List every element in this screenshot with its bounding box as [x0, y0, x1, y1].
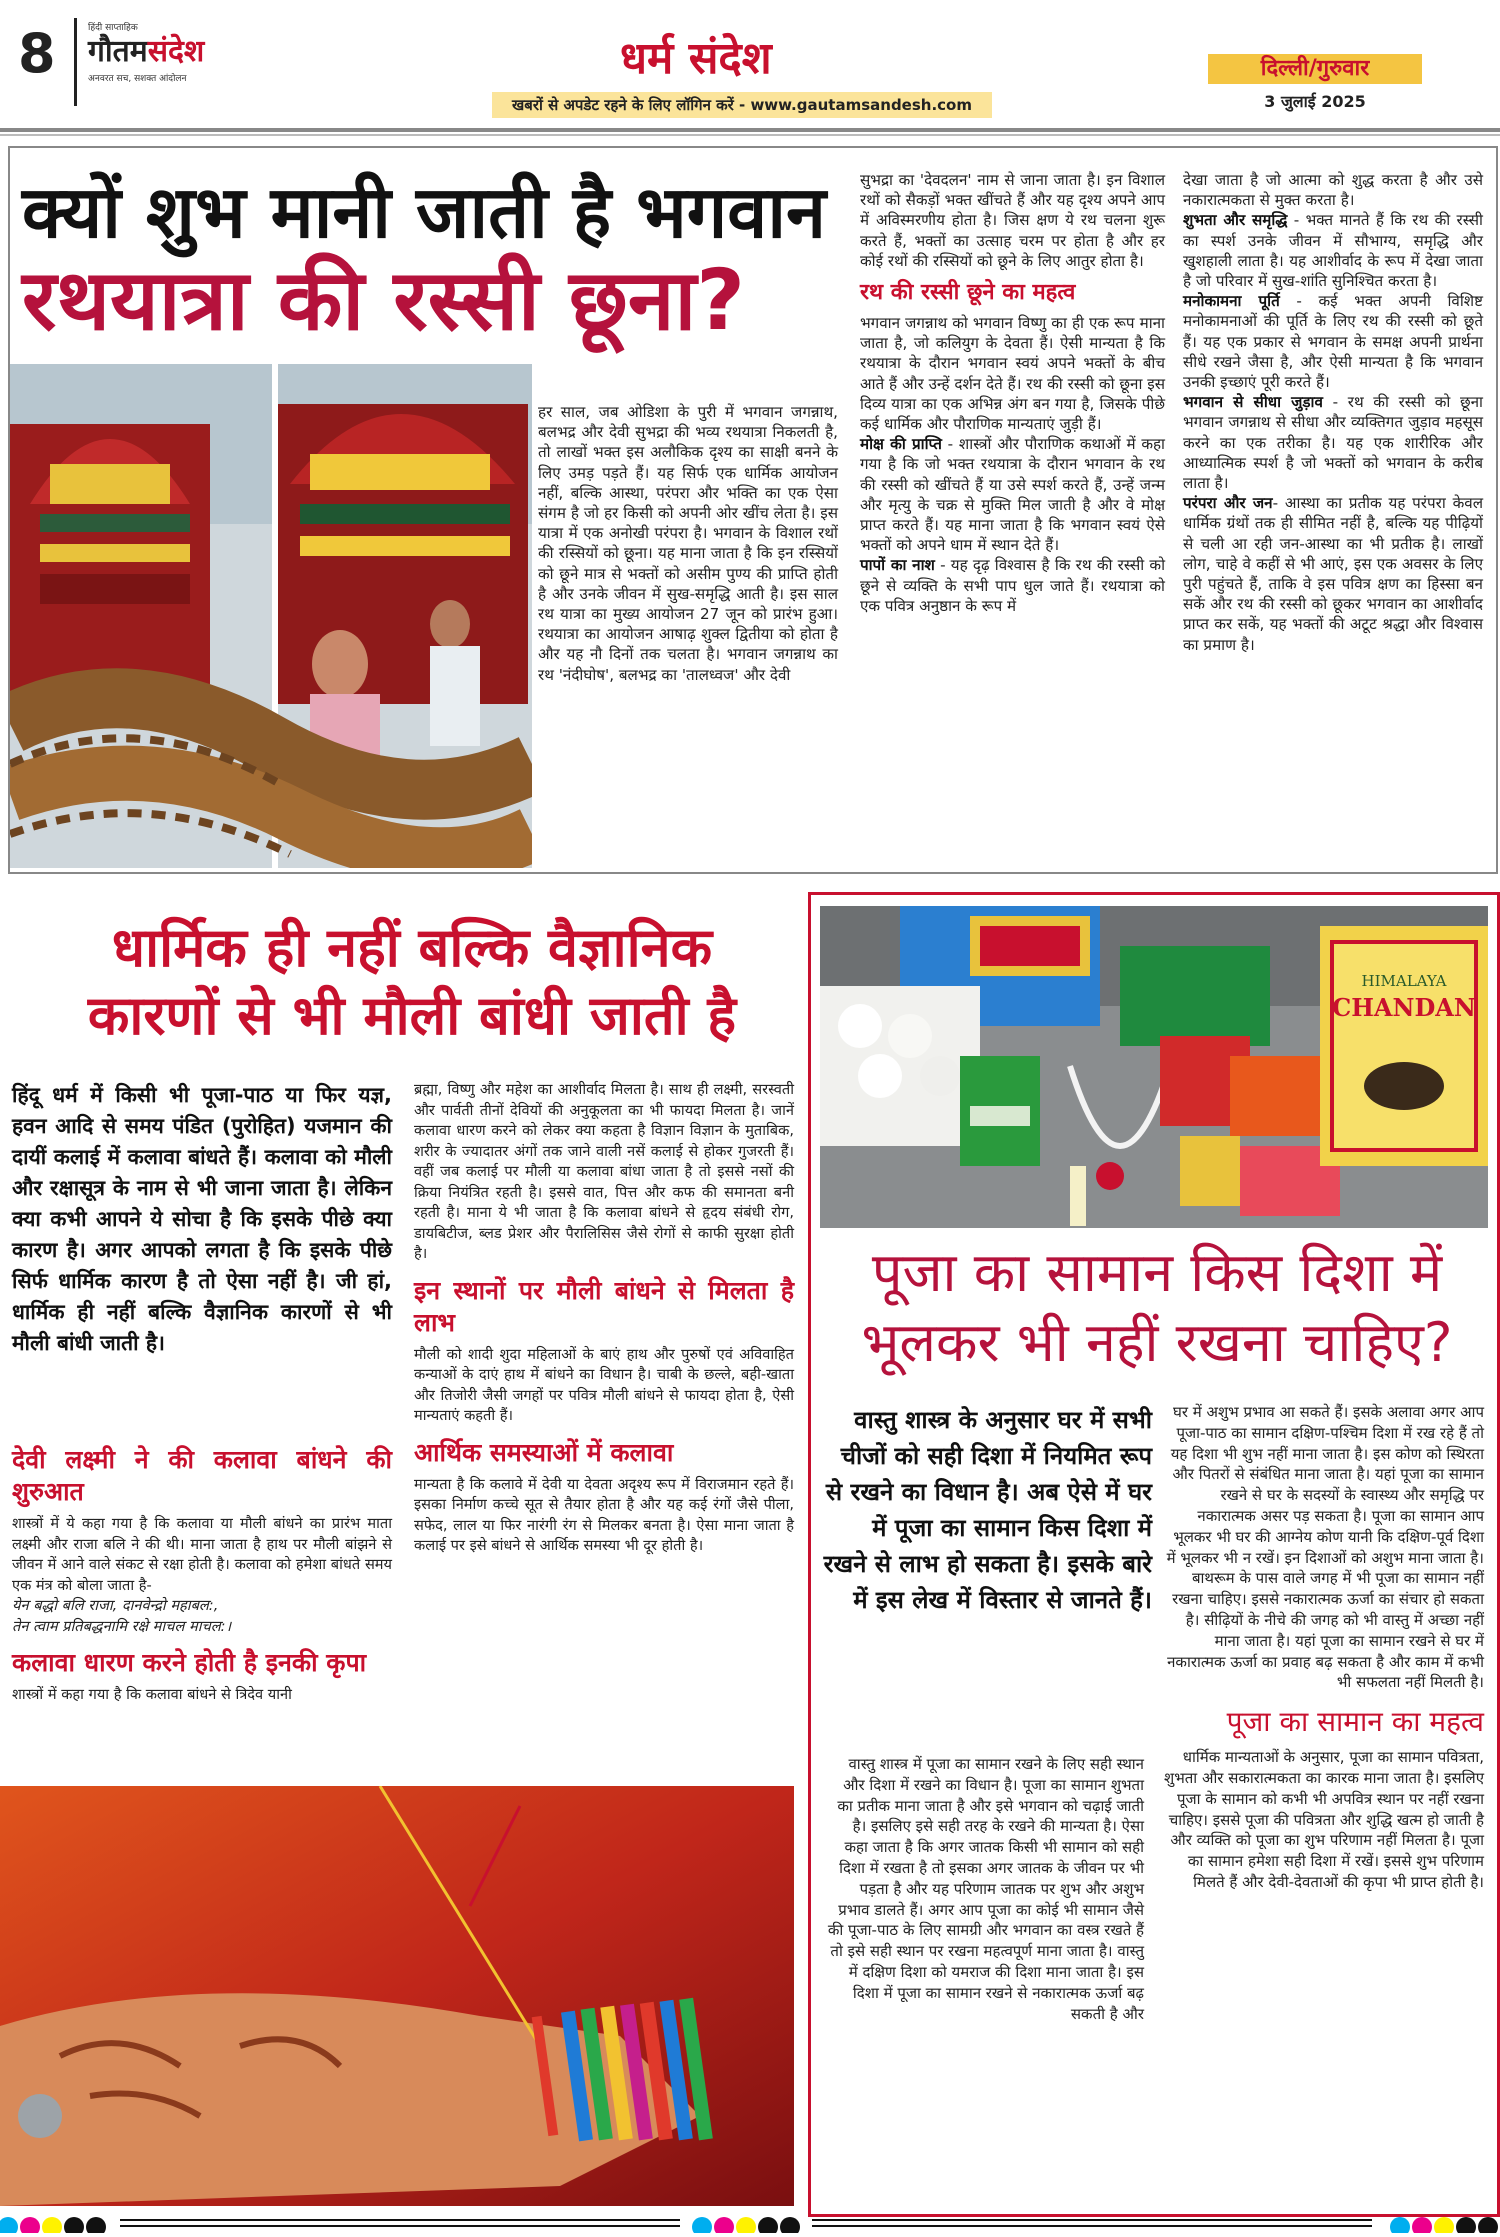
article1-col2-para2: भगवान जगन्नाथ को भगवान विष्णु का ही एक रूप माना जाता है, जो कलियुग के देवता हैं। ऐसी मान्यता है कि रथयात्रा के दौरान भगवान स्वयं अपने भक्तों के बीच आते हैं और उन्हें दर्शन देते हैं। रथ की रस्सी को छूना इस दिव्य यात्रा का एक अभिन्न अंग बन गया है, जिसके पीछे कई धार्मिक और पौराणिक मान्यताएं जुड़ी हैं। — [860, 314, 1165, 434]
article2-para2: शास्त्रों में कहा गया है कि कलावा बांधने से त्रिदेव यानी — [12, 1686, 292, 1703]
mantra-line1: येन बद्धो बलि राजा, दानवेन्द्रो महाबल:, — [12, 1597, 219, 1614]
article1-col1-text: हर साल, जब ओडिशा के पुरी में भगवान जगन्नाथ, बलभद्र और देवी सुभद्रा की भव्य रथयात्रा निकलती है, तो लाखों भक्त इस अलौकिक दृश्य का साक्षी बनने के लिए उमड़ पड़ते हैं। यह सिर्फ एक धार्मिक आयोजन नहीं, बल्कि आस्था, परंपरा और भक्ति का एक ऐसा संगम है जो हर किसी को अपनी ओर खींच लेता है। इस यात्रा में एक अनोखी परंपरा है। भगवान के विशाल रथों की रस्सियों को छूना। यह माना जाता है कि इन रस्सियों को छूने मात्र से भक्तों को असीम पुण्य की प्राप्ति होती है और उनके जीवन में सुख-समृद्धि आती है। इस साल रथ यात्रा का मुख्य आयोजन 27 जून को प्रारंभ हुआ। रथयात्रा का आयोजन आषाढ़ शुक्ल द्वितीया को होता है और यह नौ दिनों तक चलता है। भगवान जगन्नाथ का रथ 'नंदीघोष', बलभद्र का 'तालध्वज' और देवी — [538, 403, 838, 684]
article1-col2-para3 — [860, 434, 1165, 555]
article3-col2-para1: घर में अशुभ प्रभाव आ सकते हैं। इसके अलावा अगर आप पूजा-पाठ का सामान दक्षिण-पश्चिम दिशा में रख रहे हैं तो यह दिशा भी शुभ नहीं माना जाता है। इस कोण को स्थिरता और पितरों से संबंधित माना जाता है। यहां पूजा का सामान रखने से घर के सदस्यों के स्वास्थ्य और समृद्धि पर नकारात्मक असर पड़ सकता है। पूजा का सामान आप भूलकर भी घर की आग्नेय कोण यानी कि दक्षिण-पूर्व दिशा में भूलकर भी न रखें। इन दिशाओं को अशुभ माना जाता है। बाथरूम के पास वाले जगह में भी पूजा का सामान नहीं रखना चाहिए। इससे नकारात्मक ऊर्जा का संचार हो सकता है। सीढ़ियों के नीचे की जगह को भी वास्तु में अच्छा नहीं माना जाता है। यहां पूजा का सामान रखने से घर में नकारात्मक ऊर्जा का प्रवाह बढ़ सकता है और काम में कभी भी सफलता नहीं मिलती है। — [1166, 1403, 1484, 1692]
article3-headline-line2: भूलकर भी नहीं रखना चाहिए? — [861, 1311, 1453, 1374]
chandan-label: CHANDAN — [1332, 993, 1476, 1022]
login-strip[interactable]: खबरों से अपडेट रहने के लिए लॉगिन करें - www.gautamsandesh.com — [492, 92, 992, 118]
shubhta-lead: शुभता और समृद्धि — [1183, 211, 1288, 230]
parampara-lead: परंपरा और जन — [1183, 494, 1273, 513]
logo-wordmark — [88, 33, 288, 71]
article1-col3-para4 — [1183, 392, 1483, 493]
masthead-divider — [74, 18, 77, 106]
logo-part2: संदेश — [147, 34, 205, 69]
article2-subhead3: इन स्थानों पर मौली बांधने से मिलता है लाभ — [414, 1275, 794, 1337]
section-title: धर्म संदेश — [620, 33, 772, 84]
article1-col3-para3 — [1183, 291, 1483, 392]
article2-column2 — [414, 1080, 794, 1557]
puja-items-illustration — [820, 906, 1488, 1228]
masthead-rule — [0, 128, 1500, 132]
article1-headline-line1: क्यों शुभ मानी जाती है भगवान — [22, 170, 826, 254]
article3-column2 — [1164, 1402, 1484, 1893]
article1-col2-para4 — [860, 555, 1165, 616]
article1-col3-para1: देखा जाता है जो आत्मा को शुद्ध करता है और उसे नकारात्मकता से मुक्त करता है। — [1183, 171, 1483, 210]
kalava-wrist-photo — [0, 1786, 794, 2206]
article1-headline-line2: रथयात्रा की रस्सी छूना? — [22, 251, 746, 349]
article1-col3-para2 — [1183, 210, 1483, 291]
manokamna-lead: मनोकामना पूर्ति — [1183, 292, 1280, 311]
rathyatra-photo — [10, 364, 532, 868]
judav-lead: भगवान से सीधा जुड़ाव — [1183, 393, 1323, 412]
article3-headline — [822, 1238, 1492, 1378]
article2-subhead4: आर्थिक समस्याओं में कलावा — [414, 1437, 674, 1467]
article1-subhead: रथ की रस्सी छूने का महत्व — [860, 280, 1076, 306]
rathyatra-illustration — [10, 364, 532, 868]
issue-date: 3 जुलाई 2025 — [1264, 92, 1366, 111]
article2-lead: हिंदू धर्म में किसी भी पूजा-पाठ या फिर यज्ञ, हवन आदि से समय पंडित (पुरोहित) यजमान की दायीं कलाई में कलावा बांधते हैं। कलावा को मौली और रक्षासूत्र के नाम से भी जाना जाता है। लेकिन क्या कभी आपने ये सोचा है कि इसके पीछे क्या कारण है। अगर आपको लगता है कि इसके पीछे सिर्फ धार्मिक कारण है तो ऐसा नहीं है। जी हां, धार्मिक ही नहीं बल्कि वैज्ञानिक कारणों से भी मौली बांधी जाती है। — [12, 1083, 392, 1355]
article1-col2-para1: सुभद्रा का 'देवदलन' नाम से जाना जाता है। इन विशाल रथों को सैकड़ों भक्त खींचते हैं और यह दृश्य अपने आप में अविस्मरणीय होता है। जिस क्षण ये रथ चलना शुरू करते हैं, भक्तों का उत्साह चरम पर होता है और हर कोई रथों की रस्सियों को छूने के लिए आतुर होता है। — [860, 171, 1165, 270]
edition-label: दिल्ली/गुरुवार — [1208, 54, 1422, 84]
logo-subtitle: अनवरत सच, सशक्त आंदोलन — [88, 74, 187, 84]
article2-col2-para2: मौली को शादी शुदा महिलाओं के बाएं हाथ और पुरुषों एवं अविवाहित कन्याओं के दाएं हाथ में बांधने का विधान है। चाबी के छल्ले, बही-खाता और तिजोरी जैसी जगहों पर पवित्र मौली बांधने से फायदा होता है, ऐसी मान्यताएं कहती हैं। — [414, 1345, 794, 1424]
article3-col1-para1: वास्तु शास्त्र में पूजा का सामान रखने के लिए सही स्थान और दिशा में रखने का विधान है। पूजा का सामान शुभता का प्रतीक माना जाता है और इसे भगवान को चढ़ाई जाती है। इसलिए इसे सही तरह के रखने की मान्यता है। ऐसा कहा जाता है कि अगर जातक किसी भी सामान को सही दिशा में रखता है तो इसका अगर जातक के जीवन पर भी पड़ता है और यह परिणाम जातक पर शुभ और अशुभ प्रभाव डालते हैं। अगर आप पूजा का कोई भी सामान जैसे की पूजा-पाठ के लिए सामग्री और भगवान का वस्त्र रखते हैं तो इसे सही स्थान पर रखना महत्वपूर्ण माना जाता है। वास्तु में दक्षिण दिशा को यमराज की दिशा माना जाता है। इस दिशा में पूजा का सामान रखने से नकारात्मक ऊर्जा बढ़ सकती है और — [827, 1755, 1144, 2023]
article2-col2-para3: मान्यता है कि कलावे में देवी या देवता अदृश्य रूप में विराजमान रहते हैं। इसका निर्माण कच्चे सूत से तैयार होता है और यह कई रंगों जैसे पीला, सफेद, लाल या फिर नारंगी रंग से मिलकर बनता है। ऐसा माना जाता है कलाई पर इसे बांधने से आर्थिक समस्या भी दूर होती है। — [414, 1475, 794, 1554]
article2-column1 — [12, 1434, 392, 1706]
parampara-text: - आस्था का प्रतीक यह परंपरा केवल धार्मिक ग्रंथों तक ही सीमित नहीं है, बल्कि यह पीढ़ियों से चली आ रही जन-आस्था का भी प्रतीक है। लाखों लोग, चाहे वे कहीं से भी आएं, इस एक अवसर के लिए पुरी पहुंचते हैं, ताकि वे इस पवित्र क्षण का हिस्सा बन सकें और रथ की रस्सी को छूकर भगवान का आशीर्वाद प्राप्त कर सकें, यह भक्तों की अटूट श्रद्धा और विश्वास का प्रमाण है। — [1183, 494, 1483, 654]
masthead-rule-thin — [0, 134, 1500, 136]
article3-lead: वास्तु शास्त्र के अनुसार घर में सभी चीजों को सही दिशा में नियमित रूप से रखने का विधान है। अब ऐसे में घर में पूजा का सामान किस दिशा में रखने से लाभ हो सकता है। इसके बारे में इस लेख में विस्तार से जानते हैं। — [823, 1406, 1152, 1614]
page-number: 8 — [18, 22, 56, 85]
newspaper-logo[interactable] — [88, 20, 288, 100]
judav-text: - रथ की रस्सी को छूना भगवान जगन्नाथ से सीधा और व्यक्तिगत जुड़ाव महसूस करने का एक तरीका है। यह एक शारीरिक और आध्यात्मिक स्पर्श है जो भक्तों को भगवान के करीब लाता है। — [1183, 393, 1483, 493]
article3-col2-para2: धार्मिक मान्यताओं के अनुसार, पूजा का सामान पवित्रता, शुभता और सकारात्मकता का कारक माना जाता है। इसलिए पूजा के सामान को कभी भी अपवित्र स्थान पर नहीं रखना चाहिए। इससे पूजा की पवित्रता और शुद्धि खत्म हो जाती है और व्यक्ति को पूजा का शुभ परिणाम नहीं मिलता है। पूजा का सामान हमेशा सही दिशा में रखें। इससे शुभ परिणाम मिलते हैं और देवी-देवताओं की कृपा भी प्राप्त होती है। — [1164, 1748, 1484, 1891]
article2-headline-line2: कारणों से भी मौली बांधी जाती है — [87, 984, 737, 1047]
puja-items-photo — [820, 906, 1488, 1228]
article1-column1 — [538, 402, 838, 685]
print-registration-strip — [0, 2213, 1500, 2233]
article2-headline-line1: धार्मिक ही नहीं बल्कि वैज्ञानिक — [111, 916, 713, 979]
manokamna-text: - कई भक्त अपनी विशिष्ट मनोकामनाओं की पूर्ति के लिए रथ की रस्सी को छूते हैं। यह एक प्रकार से भगवान के समक्ष अपनी प्रार्थना सीधे रखने जैसा है, और ऐसी मान्यता है कि भगवान उनकी इच्छाएं पूरी करते हैं। — [1183, 292, 1483, 392]
mantra-line2: तेन त्वाम प्रतिबद्धनामि रक्षे माचल माचल:। — [12, 1617, 232, 1635]
article2-subhead1: देवी लक्ष्मी ने की कलावा बांधने की शुरुआत — [12, 1445, 392, 1506]
logo-part1: गौतम — [88, 34, 148, 69]
article3-headline-line1: पूजा का सामान किस दिशा में — [871, 1241, 1443, 1304]
logo-tagline: हिंदी साप्ताहिक — [88, 23, 138, 33]
article2-headline — [12, 914, 812, 1050]
article2-para1: शास्त्रों में ये कहा गया है कि कलावा या मौली बांधने का प्रारंभ माता लक्ष्मी और राजा बलि ने की थी। माना जाता है हाथ पर मौली बांझने से जीवन में आने वाले संकट से रक्षा होती है। कलावा को हमेशा बांधते समय एक मंत्र को बोला जाता है- — [12, 1515, 392, 1594]
article2-col2-para1: ब्रह्मा, विष्णु और महेश का आशीर्वाद मिलता है। साथ ही लक्ष्मी, सरस्वती और पार्वती तीनों देवियों की अनुकूलता का भी फायदा मिलता है। जानें कलावा धारण करने को लेकर क्या कहता है विज्ञान विज्ञान के मुताबिक, शरीर के ज्यादातर अंगों तक जाने वाली नसें कलाई से होकर गुजरती हैं। वहीं जब कलाई पर मौली या कलावा बांधा जाता है तो इससे नसों की क्रिया नियंत्रित रहती है। इससे वात, पित्त और कफ की समानता बनी रहती है। माना ये भी जाता है कि कलावा बांधने से हृदय संबंधी रोग, डायबिटीज, ब्लड प्रेशर और पैरालिसिस जैसे रोगों से काफी सुरक्षा होती है। — [414, 1081, 794, 1262]
paap-lead: पापों का नाश — [860, 556, 935, 575]
article2-subhead2: कलावा धारण करने होती है इनकी कृपा — [12, 1648, 367, 1677]
registration-marks — [0, 2213, 1500, 2233]
paap-text: - यह दृढ़ विश्वास है कि रथ की रस्सी को छूने से व्यक्ति के सभी पाप धुल जाते हैं। रथयात्रा को एक पवित्र अनुष्ठान के रूप में — [860, 556, 1166, 615]
article1-col3-para5 — [1183, 493, 1483, 655]
moksha-lead: मोक्ष की प्राप्ति — [860, 435, 942, 454]
article1-column2 — [860, 170, 1165, 616]
kalava-illustration — [0, 1786, 794, 2206]
article3-column1 — [826, 1754, 1144, 2024]
shubhta-text: - भक्त मानते हैं कि रथ की रस्सी का स्पर्श उनके जीवन में सौभाग्य, समृद्धि और खुशहाली लाता है। यह आशीर्वाद के रूप में देखा जाता है जो परिवार में सुख-शांति सुनिश्चित करता है। — [1183, 211, 1483, 291]
himalaya-label: HIMALAYA — [1361, 972, 1447, 990]
article3-subhead: पूजा का सामान का महत्व — [1226, 1705, 1484, 1739]
moksha-text: - शास्त्रों और पौराणिक कथाओं में कहा गया है कि जो भक्त रथयात्रा के दौरान भगवान के रथ की रस्सी को खींचते हैं या उसे स्पर्श करते हैं, उन्हें जन्म और मृत्यु के चक्र से मुक्ति मिल जाती है और वे मोक्ष प्राप्त करते हैं। यह माना जाता है कि भगवान स्वयं ऐसे भक्तों को अपने धाम में स्थान देते हैं। — [860, 435, 1165, 555]
article1-column3 — [1183, 170, 1483, 655]
